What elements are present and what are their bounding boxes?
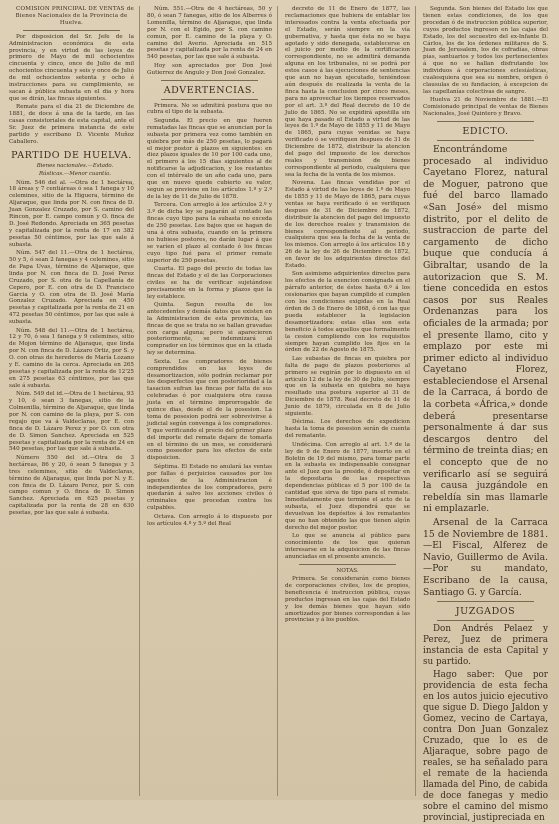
remate-paragraph: Remate para el dia 21 de Diciembre de 1881, de doce á una de la tarde, en las casas consistoriales de esta capital, ante el Sr. Juez de primera instancia de este partido y escribano D. Vicente Muñoz Caballero. — [9, 104, 134, 145]
lot-entry: Núm. 549 del id.—Otra de 1 hectárea, 93 y 10, ó sean 3 fanegas, sitio de la Colmenilla, término de Aljaraque, que linda por N. con camino de la playa, por S. con regajo que va á Valdeclaras, por E. con finca de D. Lázaro Perez y por O. con otra de D. Simon Sanchez. Apreciada en 525 pesetas y capitalizada por la renta de 24 en 540 pesetas, por las que sale á subasta. — [9, 391, 134, 453]
intro-paragraph: Por disposicion del Sr. Jefe de la Administracion económica de esta provincia, y en virtud de las leyes de primero de Mayo de mil ochocientos cincuenta y cinco, once de Julio de mil ochocientos cincuenta y seis y once de Julio de mil ochocientos setenta y ocho é instrucciones para su cumplimiento, se sacan á pública subasta en el dia y hora que se dirán, las fincas siguientes. — [9, 33, 134, 102]
column-4 — [420, 6, 553, 824]
juzgados-body — [423, 624, 548, 824]
column-1 — [6, 6, 140, 796]
notas-title: NOTAS. — [336, 567, 359, 574]
divider — [299, 564, 396, 565]
advert-paragraph: Séptima. El Estado no anulará las ventas por fallas ó perjuicios causados por los agentes de la Administracion é independientes de los compradores, pero quedarán á salvo los acciones civiles ó criminales que procedan contra los culpables. — [147, 463, 272, 512]
divider — [23, 30, 120, 31]
body-paragraph: Las subastas de fincas en quiebra por falta de pago de plazos posteriores al primero se regirán por lo dispuesto en el articulo 12 de la ley de 30 de Julio, siempre que en la subasta en quiebra no haya resultado una postura superior al 31 de Diciembre de 1878. Real decreto de 11 de Junio de 1879, circulada en 8 de Julio siguiente. — [285, 355, 410, 418]
advert-paragraph: Segunda. El precio en que fueren rematadas las fincas que se anuncian por la subasta por primera vez como también en quiebra por más de 250 pesetas, lo pagará el mejor postor á plazos en siguientes: en diez plazos iguales de 10 por 100 cada uno, el primero á los 15 dias siguientes al de notificarse la adjudicacion, y los restantes con el intérvalo de un año cada uno, para que en nuevo quede cubierto su valor, segun se previene en los artículos 1.º y 2.º de la ley de 11 de Julio de 1878. — [147, 117, 272, 200]
divider — [437, 620, 534, 621]
body-paragraph: Segunda. Son bienes del Estado los que tienen estas condiciones, de los que procedan ó de instruccion pública superior, cuyos productos ingresen en las cajas del Estado, los del secuestro del ex-Infante D. Cárlos, los de los órdenes militares de S. Juan de Jerusalem, los de cofradías, obras pías, santuarios y todos los pertenecientes á que no se hallan disfrutando los individuos á corporaciones eclesiásticas, cualesquiera que sea su nombre, origen ó clausulas de su fundacion, á excepcion de las capellanías colectivas de sangre. — [423, 6, 548, 95]
appraisers-note: Hoy son apreciados por Don José Gutierrez de Angulo y Don José Gonzalez. — [147, 62, 272, 76]
edicto-body — [423, 144, 548, 598]
divider — [161, 80, 258, 81]
edicto-title: EDICTO. — [462, 126, 509, 137]
commission-header: COMISION PRINCIPAL DE VENTAS de Bienes Nacionales de la Provincia de Huelva. — [15, 6, 134, 26]
lot-entry: Número 550 del id.—Otra de 3 hectáreas, 86 y 20, ó sean 5 fanegas y 3 tres celemines, sitio de Valdeclaras, término de Aljaraque, que linda por N. y E. con finca de D. Lázaro Perez, por S. con campo comun y O. finca de D. Simon Sanchez. Apreciada en 625 pesetas y capitalizada por la renta de 28 en 630 pesetas, por las que sale á subasta. — [9, 454, 134, 517]
divider — [437, 140, 534, 141]
advert-paragraph: Octava. Con arreglo á lo dispuesto por los artículos 4.º y 5.º del Real — [147, 513, 272, 527]
advert-paragraph: Tercera. Con arreglo á los artículos 2.º y 3.º de dicha ley se pagarán al contado las fincas cuyo tipo para la subasta no exceda de 250 pesetas. Los bajos que se hagan de una á otra subasta, cuando en la primera no hubiese postores, no darán lugar á que se varíen el plazo al contado ó los fincas cuyo tipo fué para el primer remate superior de 250 pesetas. — [147, 202, 272, 264]
cuantia-subtitle: Rústicas.—Menor cuantía. — [38, 171, 111, 178]
body-paragraph: decreto de 11 de Enero de 1877, las reclamaciones que hubiera de entablar los interesados contra la venta efectuada por el Estado, serán siempre en la vía gubernativa, y hasta que ésta no se haya agotado y sido denegada, establecerse en el juicio por medio de la certificacion correspondiente, no se admitirá demanda alguna en los tribunales, ni se podrá por estos casos á las ejecuciones de sentencias que aun no hayan ejecutado, teniéndose aún después de realizada la venta de la finca hasta la conclusion por cinco meses, para no aprovechar los tiempos reservados por el art. 3.º del Real decreto de 10 de Julio de 1865. No se expidirá apostilla sin que haya pasado el Estado a virtud de las leyes de 1.º de Mayo de 1855 y 11 de Mayo de 1865, para cuyas venidas se haya verificado ó se verifiquen despues de 31 de Diciembre de 1872, distribuir la atencion del pago del impuesto de los derechos reales y transmision de bienes correspondiente al periodo, cualquiera que sea la fecha de la venta de los mismos. — [285, 6, 410, 178]
partido-title: PARTIDO DE HUELVA. — [11, 149, 132, 161]
advert-paragraph: Quinta. Segun resulta de los antecedentes y demás datos que existen en la Administracion de esta provincia, las fincas de que se trata no se hallan gravadas con carga alguna; pero si aparecieren posteriormente, se indemnizará al comprador en los términos que en la citada ley se determina. — [147, 301, 272, 357]
signature-paragraph: Huelva 21 de Noviembre de 1881.—El Comisionado principal de ventas de Bienes Nacionales, José Quintero y Bravo. — [423, 97, 548, 118]
body-paragraph: Undécima. Con arreglo al art. 1.º de la ley de 9 de Enero de 1877, inserto en el Boletin de 19 del mismo, para tomar parte en la subasta es indispensable consignar ante el Juez que la preside, ó depositar en la depositaria de las respectivas dependencias públicas el 5 por 100 de la cantidad que sirva de tipo para el remate. Inmediatamente que termine el acto de la subasta, el Juez dispondrá que se devuelvan los depósitos á los rematantes que no han obtenido las que tienen algún derecho del mejor postor. — [285, 441, 410, 531]
column-2 — [144, 6, 278, 796]
lot-entry: Núm. 548 del 11.—Otra de 1 hectárea, 12 y 70, ó sea 1 fanega y 9 celemines, sitio de Mojon término de Aljaraque, que linda por N. con finca de D. Lázaro Ortiz, por S. y O. con otras de herederos de María Lozano y E. camino de la cerca. Apreciada en 265 pesetas y capitalizada por la renta de 12'25 en 275 pesetas 63 céntimos, por las que sale á subasta. — [9, 327, 134, 389]
nota-paragraph: Primera. Se considerarán como bienes de corporaciones civiles, los de propios, beneficencia é instruccion pública, cuyas productos ingresan en las cajas del Estado y los demás bienes que hayan sido amortizados por bienes correspondan á las provincias y á los pueblos. — [285, 576, 410, 624]
juzgado-paragraph: Don Andrés Pelaez y Perez, Juez de primera instancia de esta Capital y su partido. — [423, 624, 548, 668]
estado-subtitle: Bienes nacionales.—Estado. — [36, 162, 114, 169]
lot-entry: Núm. 547 del 11.—Otra de 1 hectárea, 50 y 5, ó sean 2 fanegas y 4 celemines, sitio de Papa Uvas, término de Aljaraque, que linda por N. con finca de D. José Perez Cruzado, por S. otra de la Capellanía de Cepero, por E. con otra de D. Francisco Garcia y O. con otra de D. José María Gonzalez Cruzado. Apreciada en 450 pesetas y capitalizada por la renta de 21 en 472 pesetas 50 céntimos, por las que sale á subasta. — [9, 250, 134, 326]
advert-paragraph: Sexta. Los compradores de bienes comprendidos en las leyes de desamortizacion, sólo podrán reclamar por los desperfectos que con posterioridad á la tasacion sufran las fincas por falta de sus celebradas ó por cualquiera otra causa justa en el término improrrogable de quince dias, desde el de la posesion. La toma de posesion podrá ser sobrevivirse á judicial según convenga á los compradores. Y que verificando el precio del primer plazo del importe del remate dejare de tomarla en el término de un mes, se considerará como poseedor para los efectos de este disposicion. — [147, 358, 272, 462]
body-paragraph: Décima. Los derechos de expedicion hasta la toma de posesion serán de cuenta del rematante. — [285, 419, 410, 440]
advertencias-title: ADVERTENCIAS. — [163, 84, 256, 96]
edicto-signature: Arsenal de la Carraca 15 de Noviembre de 1881.—El Fiscal, Alferez de Navio, Guillermo de Avila.—Por su mandato, Escribano de la causa, Santiago G. y García. — [423, 517, 548, 598]
body-paragraph: Lo que se anuncia al público para conocimiento de los que quieran interesarse en la adquisicion de las fincas anunciadas en el presente anuncio. — [285, 532, 410, 560]
lot-entry: Núm. 546 del al. —Otra de 1 hectárea, 18 áreas y 7 centiáreas ó sea 1 fanega y 10 celemines, sitio de la Higuera, término de Aljaraque, que linda por N. con finca de D. Juan Gonzalez Cruzado, por S. camino del Rincon, por E. campo comun y O. finca de D. José Redondo. Apreciada en 365 pesetas y capitalizada por la renta de 17 en 382 pesetas 50 céntimos, por las que sale á subasta. — [9, 179, 134, 248]
divider — [437, 601, 534, 602]
body-paragraph: Son asimismo adquirientes directos para los efectos de la exencion consignada en el párrafo anterior, de éstos hasta 6.º á los cesionarios que hayan cumplido el cumplen con los condiciones exigidas en la Real órden de 3 de Enero de 1868, ó con las que pueda establecer la legislacion desamortizadora: estas ellas son esta beneficio á todos aquellos que formalmente la cesion cumpliendo con los requisitos siempre hayan cumplido los fijos en la órden de 22 de Agosto de 1875. — [285, 271, 410, 354]
edicto-paragraph: Encontrándome procesado al individuo Cayetano Florez, natural de Moguer, patrono que fué del barco llamado «San José» del mismo distrito, por el delito de sustraccion de parte del cargamento de dicho buque que conducía á Gibraltar, usando de la autorizacion que S. M. tiene concedida en estos casos por sus Reales Ordenanzas para los oficiales de la armada; por el presente llamo, cito y emplazo por este mi primer edicto al individuo Cayetano Florez, estableciendose el Arsenal de la Carraca, á bordo de la corbeta «África,» donde deberá presentarse personalmente á dar sus descargos dentro del término de treinta dias; en el concepto que de no verificarlo así se seguirá la causa juzgándole en rebeldía sin mas llamarle ni emplazarle. — [423, 144, 548, 515]
advert-paragraph: Cuarta. El pago del precio de todas las fincas del Estado y el de las Corporaciones civiles se ha de verificar sujetándose precisamente en la forma y plazos que la ley establece. — [147, 265, 272, 300]
advert-paragraph: Primera. No se admitirá postura que no cubra el tipo de la subasta. — [147, 102, 272, 116]
juzgado-paragraph: Hago saber: Que por providencia de esta fecha en los autos juicio ejecutivo que sigue D. Diego Jaldon y Gomez, vecino de Cartaya, contra Don Juan Gonzalez Cruzado, que lo es de Aljaraque, sobre pago de reales, se ha señalado para el remate de la hacienda llamada del Pino, de cabida de doce fanegas y medio sobre el camino del mismo provincial, justipreciada en — [423, 670, 548, 824]
body-paragraph: Novena. Las fincas vendidas por el Estado á virtud de las leyes de 1.º de Mayo de 1855 y 11 de Mayo de 1865, para cuyas ventas se haya verificado ó se verifiquen despues de 31 de Diciembre de 1872, distribuir la atencion del pago del impuesto de los derechos reales y transmision de bienes correspondiente al periodo, cualquiera que sea la fecha de la venta de los mismos. Con arreglo á los artículos 18 y 26 de la ley de 26 de Diciembre de 1872, en favor de los adquirientes directos del Estado. — [285, 180, 410, 270]
column-3 — [282, 6, 416, 796]
divider — [437, 121, 534, 122]
lot-entry: Núm. 551.—Otra de 4 hectáreas, 50 y 80, ó sean 7 fanegas, sitio de los Alberres ó Lomenilla, término de Aljaraque, que linda por N. con el Egido, por S. con camino comun, por E. camino de la playa y O. camino del Averio. Apreciada en 515 pesetas y capitalizada por la renta de 24 en 540 pesetas, por las que sale á subasta. — [147, 6, 272, 61]
juzgados-title: JUZGADOS — [455, 606, 516, 618]
divider — [161, 99, 258, 100]
